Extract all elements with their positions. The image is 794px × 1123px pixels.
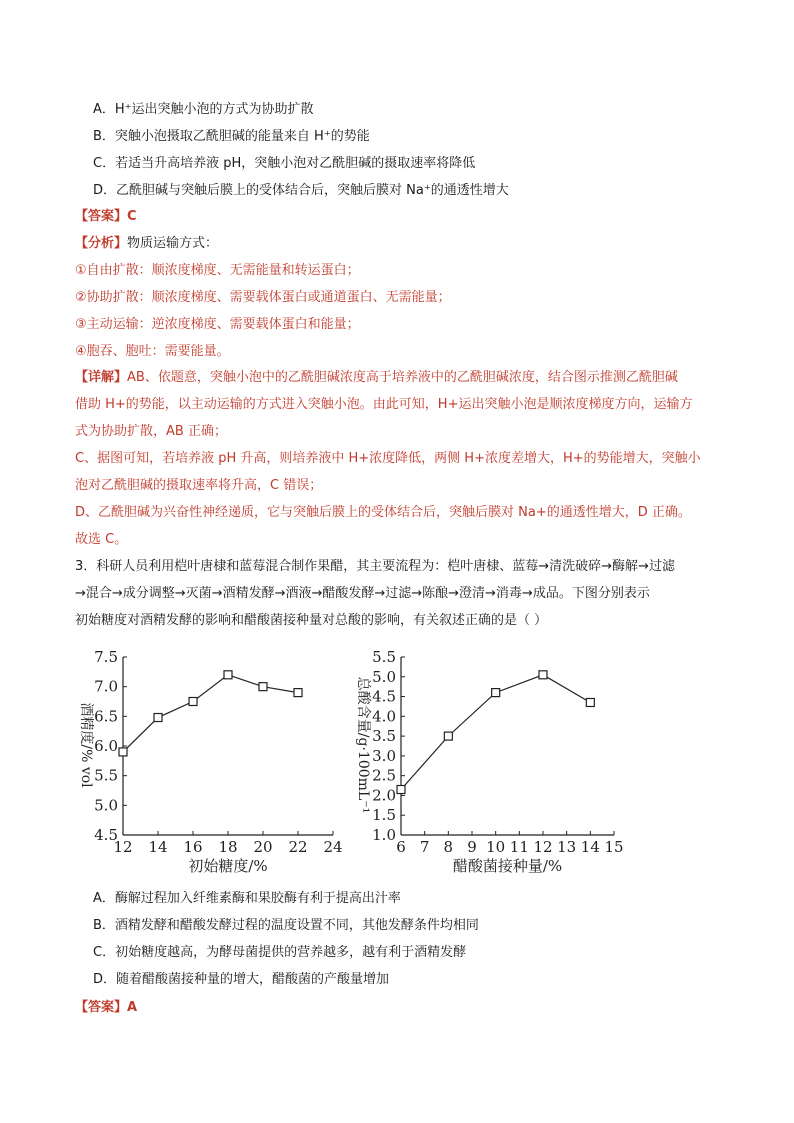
y-tick-label: 2.0 bbox=[372, 786, 396, 805]
q2-option-d: D．乙酰胆碱与突触后膜上的受体结合后，突触后膜对 Na⁺的通透性增大 bbox=[93, 183, 509, 198]
chart-acid-vs-inoculum bbox=[345, 645, 635, 880]
y-tick-label: 2.5 bbox=[372, 766, 396, 785]
q3-option-c: C．初始糖度越高，为酵母菌提供的营养越多，越有利于酒精发酵 bbox=[93, 945, 467, 960]
x-tick-label: 24 bbox=[323, 838, 343, 856]
y-tick-label: 3.5 bbox=[372, 727, 396, 746]
y-tick-label: 4.5 bbox=[372, 687, 396, 706]
x-axis-label: 醋酸菌接种量/% bbox=[452, 857, 563, 875]
answer-value: C bbox=[127, 209, 137, 224]
data-point bbox=[154, 714, 162, 722]
y-tick-label: 7.0 bbox=[94, 677, 118, 696]
data-point bbox=[586, 698, 594, 706]
q3-option-d: D．随着醋酸菌接种量的增大，醋酸菌的产酸量增加 bbox=[93, 972, 390, 987]
analysis-item: ①自由扩散：顺浓度梯度、无需能量和转运蛋白； bbox=[75, 263, 360, 278]
detail-line: 借助 H+的势能，以主动运输的方式进入突触小泡。由此可知，H+运出突触小泡是顺浓度梯度方向，运输方 bbox=[75, 397, 693, 412]
x-tick-label: 12 bbox=[113, 838, 133, 856]
y-tick-label: 6.0 bbox=[94, 737, 118, 755]
q3-stem-line: →混合→成分调整→灭菌→酒精发酵→酒液→醋酸发酵→过滤→陈酿→澄清→消毒→成品。下图分别表示 bbox=[75, 586, 650, 601]
detail-text: AB、依题意，突触小泡中的乙酰胆碱浓度高于培养液中的乙酰胆碱浓度，结合图示推测乙酰胆碱 bbox=[127, 370, 678, 385]
data-point bbox=[397, 786, 405, 794]
data-point bbox=[444, 732, 452, 740]
x-axis-label: 初始糖度/% bbox=[188, 857, 268, 875]
x-tick-label: 13 bbox=[557, 838, 577, 856]
y-axis-label: 总酸含量/g·100mL⁻¹ bbox=[355, 676, 371, 814]
detail-line: C、据图可知，若培养液 pH 升高，则培养液中 H+浓度降低，两侧 H+浓度差增大，H+的势能增大，突触小 bbox=[75, 451, 701, 466]
y-tick-label: 6.5 bbox=[94, 707, 118, 726]
q3-option-b: B．酒精发酵和醋酸发酵过程的温度设置不同，其他发酵条件均相同 bbox=[93, 918, 479, 933]
answer-tag: 【答案】 bbox=[75, 209, 128, 224]
x-tick-label: 14 bbox=[580, 838, 600, 856]
x-tick-label: 20 bbox=[253, 838, 273, 856]
y-tick-label: 4.5 bbox=[94, 826, 118, 844]
analysis-heading bbox=[75, 235, 218, 253]
q2-option-a: A．H⁺运出突触小泡的方式为协助扩散 bbox=[93, 102, 314, 117]
y-tick-label: 5.0 bbox=[372, 667, 396, 686]
x-tick-label: 16 bbox=[183, 838, 203, 856]
detail-tag: 【详解】 bbox=[75, 370, 128, 385]
q3-stem-line: 3．科研人员利用桤叶唐棣和蓝莓混合制作果醋，其主要流程为：桤叶唐棣、蓝莓→清洗破碎→酶解→过滤 bbox=[75, 559, 675, 574]
analysis-item: ④胞吞、胞吐：需要能量。 bbox=[75, 344, 230, 359]
x-tick-label: 12 bbox=[533, 838, 553, 856]
q2-option-c: C．若适当升高培养液 pH，突触小泡对乙酰胆碱的摄取速率将降低 bbox=[93, 156, 476, 171]
x-tick-label: 18 bbox=[218, 838, 238, 856]
analysis-item: ②协助扩散：顺浓度梯度、需要载体蛋白或通道蛋白、无需能量； bbox=[75, 290, 451, 305]
x-tick-label: 9 bbox=[467, 838, 477, 856]
y-tick-label: 7.5 bbox=[94, 648, 118, 666]
detail-line bbox=[75, 369, 678, 387]
data-point bbox=[259, 683, 267, 691]
data-point bbox=[119, 748, 127, 756]
answer-tag: 【答案】 bbox=[75, 1000, 128, 1015]
y-tick-label: 3.0 bbox=[372, 746, 396, 765]
data-point bbox=[224, 671, 232, 679]
analysis-intro: 物质运输方式： bbox=[127, 236, 219, 251]
x-tick-label: 11 bbox=[509, 838, 529, 856]
q2-answer-line bbox=[75, 208, 137, 226]
y-tick-label: 5.5 bbox=[94, 766, 118, 785]
q3-answer-line bbox=[75, 999, 137, 1017]
y-tick-label: 5.0 bbox=[94, 796, 118, 815]
data-point bbox=[189, 698, 197, 706]
answer-value: A bbox=[127, 1000, 138, 1015]
y-tick-label: 1.5 bbox=[372, 806, 396, 825]
x-tick-label: 7 bbox=[419, 838, 430, 856]
y-tick-label: 1.0 bbox=[372, 826, 396, 844]
detail-line: 式为协助扩散，AB 正确； bbox=[75, 424, 227, 439]
data-point bbox=[539, 671, 547, 679]
x-tick-label: 8 bbox=[443, 838, 454, 856]
data-point bbox=[492, 689, 500, 697]
q3-stem-line: 初始糖度对酒精发酵的影响和醋酸菌接种量对总酸的影响，有关叙述正确的是（ ） bbox=[75, 613, 548, 628]
data-point bbox=[294, 689, 302, 697]
x-tick-label: 14 bbox=[148, 838, 168, 856]
y-axis-label: 酒精度/% vol bbox=[78, 702, 94, 788]
y-tick-label: 4.0 bbox=[372, 707, 396, 726]
x-tick-label: 22 bbox=[288, 838, 308, 856]
q3-option-a: A．酶解过程加入纤维素酶和果胶酶有利于提高出汁率 bbox=[93, 891, 401, 906]
detail-line: 泡对乙酰胆碱的摄取速率将升高，C 错误； bbox=[75, 478, 323, 493]
analysis-tag: 【分析】 bbox=[75, 236, 128, 251]
x-tick-label: 10 bbox=[486, 838, 506, 856]
y-tick-label: 5.5 bbox=[372, 648, 396, 666]
analysis-item: ③主动运输：逆浓度梯度、需要载体蛋白和能量； bbox=[75, 317, 360, 332]
chart-alcohol-vs-sugar bbox=[70, 645, 350, 880]
x-tick-label: 6 bbox=[396, 838, 406, 856]
q2-option-b: B．突触小泡摄取乙酰胆碱的能量来自 H⁺的势能 bbox=[93, 129, 370, 144]
x-tick-label: 15 bbox=[604, 838, 624, 856]
detail-line: 故选 C。 bbox=[75, 532, 128, 547]
series-line bbox=[123, 675, 298, 752]
detail-line: D、乙酰胆碱为兴奋性神经递质，它与突触后膜上的受体结合后，突触后膜对 Na+的通透性增大，D 正确。 bbox=[75, 505, 691, 520]
